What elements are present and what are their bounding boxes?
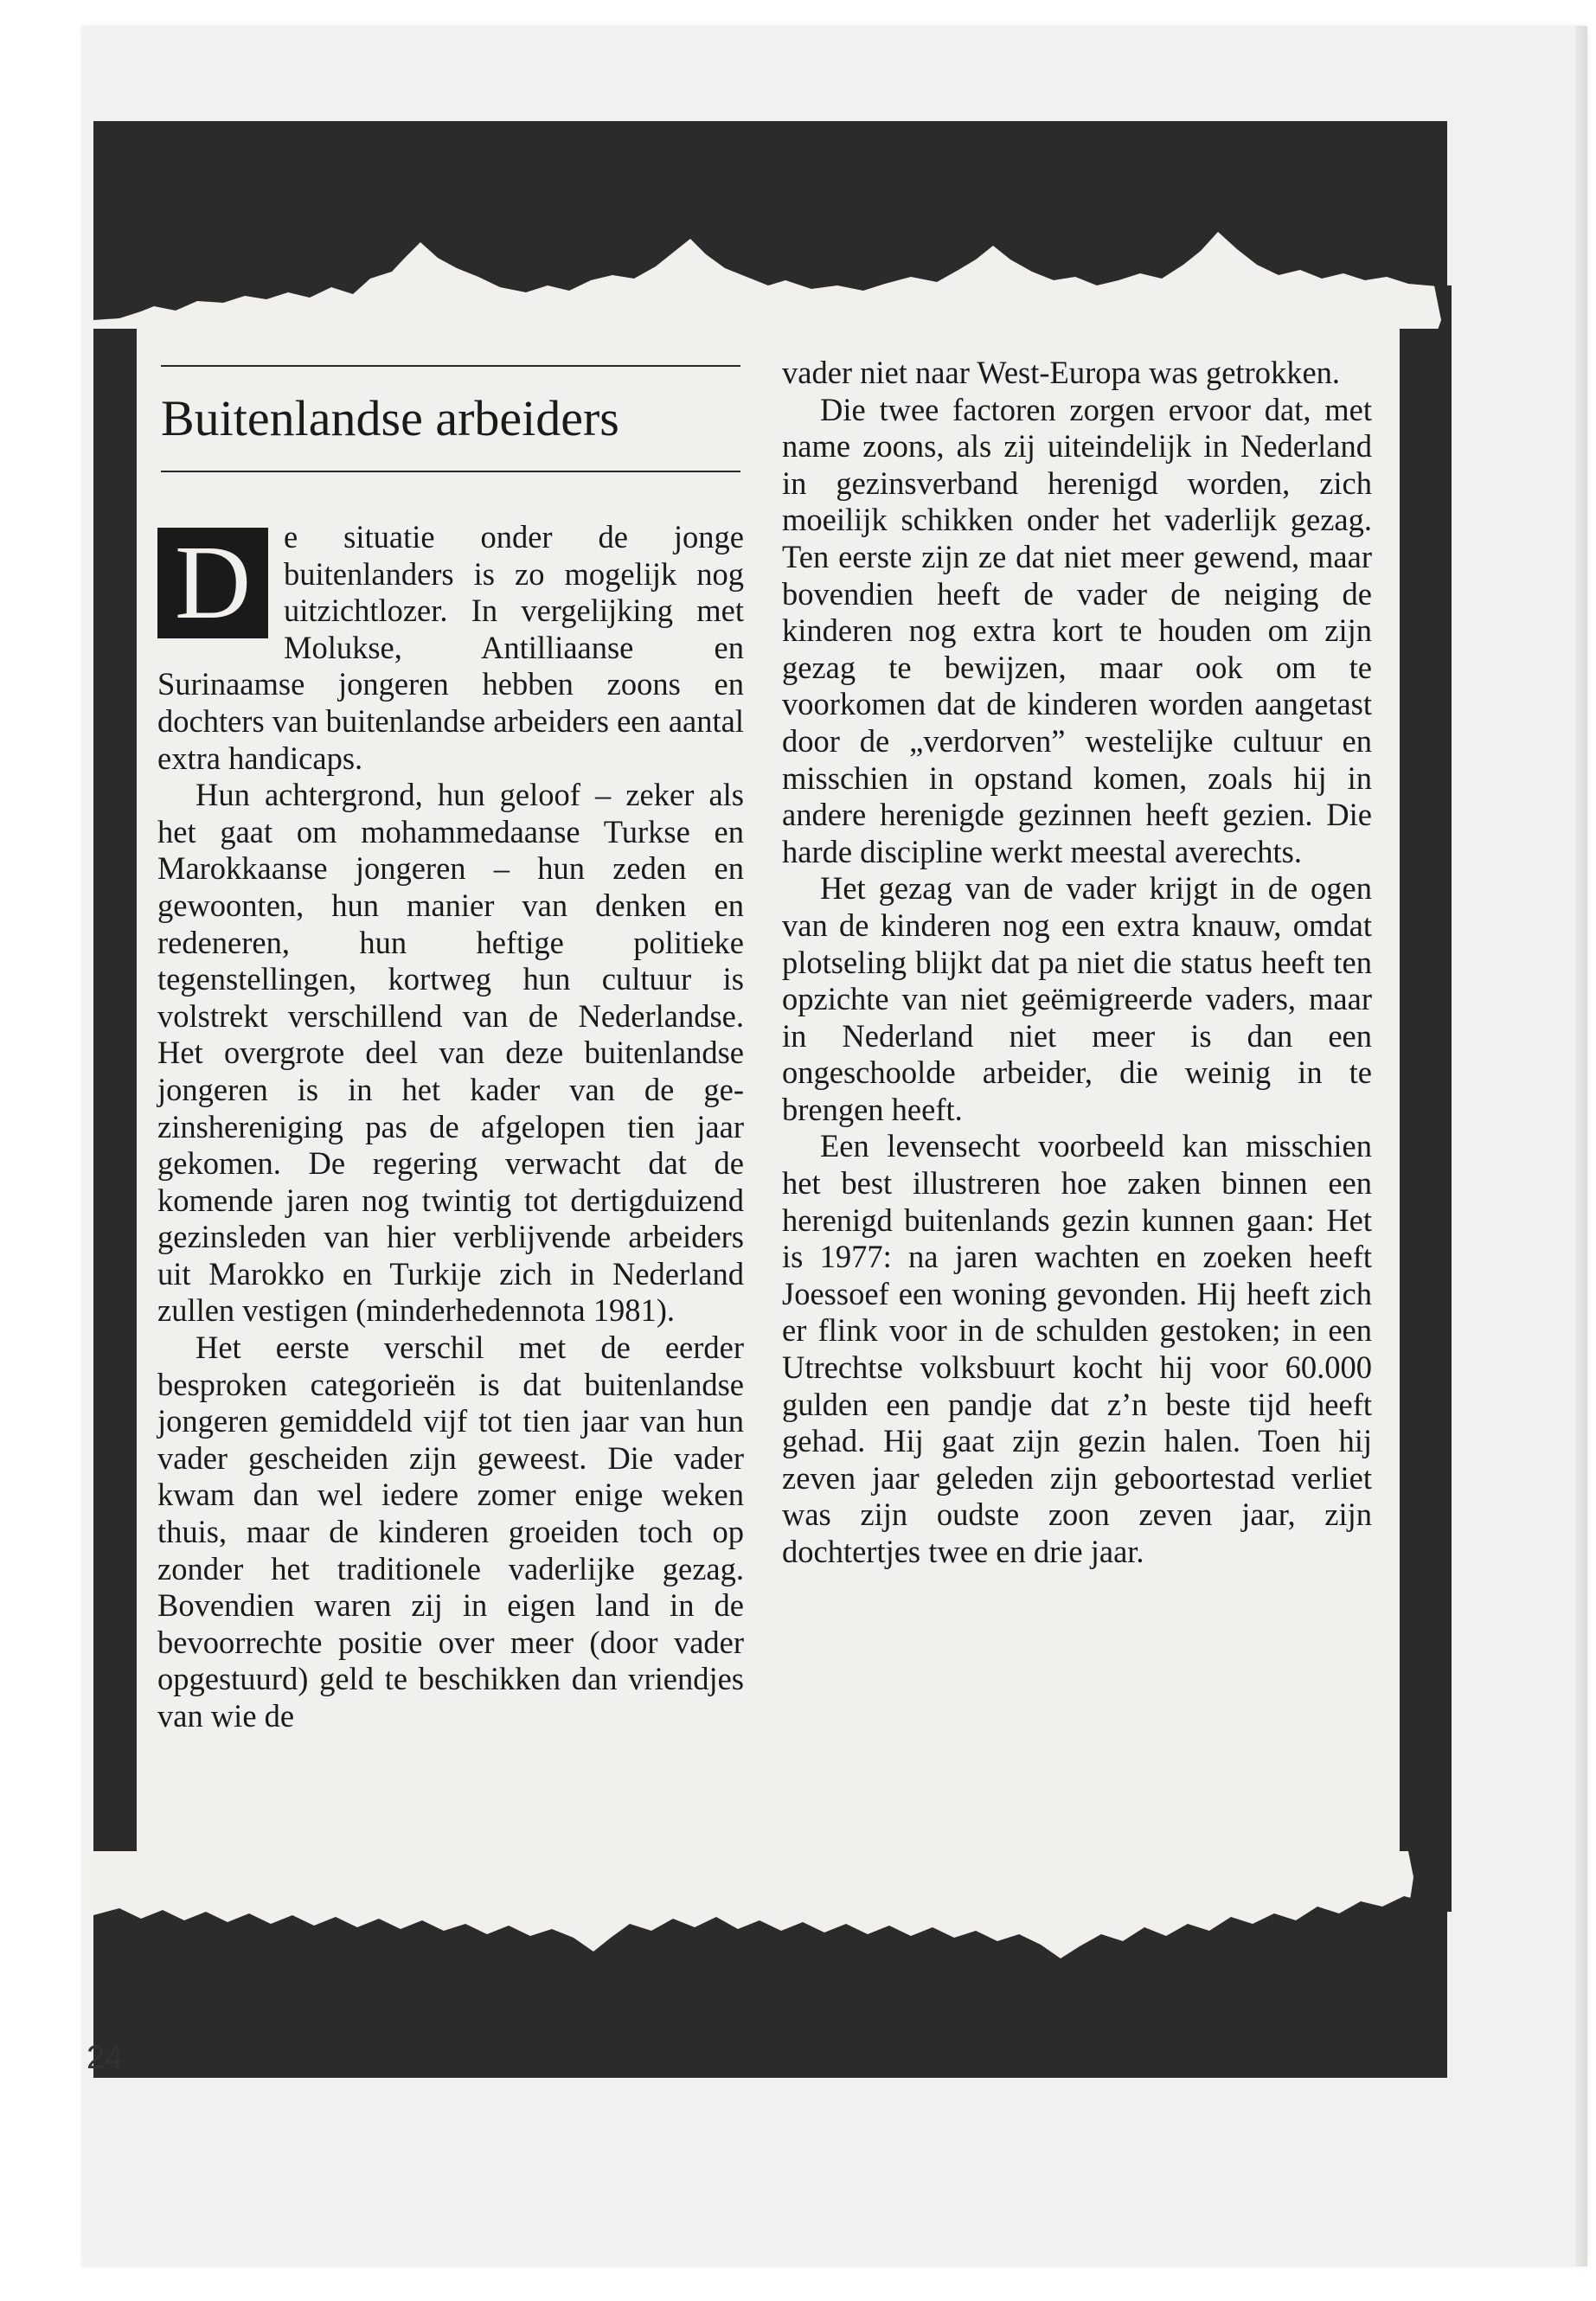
title-rule-top: [161, 365, 740, 367]
torn-right-edge-shape: [1403, 285, 1452, 1912]
torn-top-edge: [93, 216, 1447, 329]
article-title: Buitenlandse arbeiders: [161, 390, 619, 446]
paragraph: Het gezag van de vader krijgt in de ogen van de kinderen nog een extra knauw, omdat plotseling blijkt dat pa niet die status heeft ten opzichte van niet geëmigreerde vaders, maar in Nederland niet meer is dan een ongeschoolde arbeider, die weinig in te brengen heeft.: [782, 870, 1372, 1127]
paragraph: vader niet naar West-Europa was getrokken.: [782, 355, 1341, 390]
torn-bottom-edge: [93, 1851, 1447, 1981]
torn-right-edge: [1374, 285, 1452, 1912]
paragraph-intro: [157, 519, 744, 777]
drop-cap: D: [157, 528, 268, 638]
paragraph: Hun achtergrond, hun geloof – zeker als het gaat om mohammedaanse Turkse en Marokkaanse jongeren – hun zeden en gewoonten, hun manier van denken en redeneren, hun heftige politieke tegenstellingen, kortweg hun cultuur is volstrekt verschillend van de Nederlandse. Het overgrote deel van deze buitenlandse jongeren is in het kader van de gezinshereniging pas de afgelopen tien jaar gekomen. De regering verwacht dat de komende jaren nog twintig tot dertigduizend gezinsleden van hier verblijvende arbeiders uit Marokko en Turkije zich in Nederland zullen vestigen (minderhedennota 1981).: [157, 777, 744, 1329]
paragraph-intro-text: e situatie onder de jonge buitenlanders is zo mogelijk nog uitzichtlozer. In vergelijking met Molukse, Antilliaanse en Surinaamse jongeren hebben zoons en dochters van buitenlandse arbeiders een aantal extra handicaps.: [157, 519, 744, 776]
paragraph: Een levensecht voorbeeld kan misschien het best illustreren hoe zaken binnen een herenigd buitenlands gezin kunnen gaan: Het is 1977: na jaren wachten en zoeken heeft Joessoef een woning gevonden. Hij heeft zich er flink voor in de schulden gestoken; in een Utrechtse volksbuurt kocht hij voor 60.000 gulden een pandje dat z’n beste tijd heeft gehad. Hij gaat zijn gezin halen. Toen hij zeven jaar geleden zijn geboortestad verliet was zijn oudste zoon zeven jaar, zijn dochtertjes twee en drie jaar.: [782, 1128, 1372, 1569]
left-column: [157, 519, 744, 1735]
torn-bottom-edge-shape: [93, 1851, 1447, 1958]
paragraph: Het eerste verschil met de eerder besproken categorieën is dat buitenlandse jongeren gemiddeld vijf tot tien jaar van hun vader gescheiden zijn geweest. Die vader kwam dan wel iedere zomer enige weken thuis, maar de kinderen groeiden toch op zonder het traditionele vaderlijke gezag. Bovendien waren zij in eigen land in de bevoorrechte positie over meer (door vader opgestuurd) geld te beschikken dan vriendjes van wie de: [157, 1330, 744, 1734]
title-rule-bottom: [161, 471, 740, 472]
page-edge: [1575, 26, 1587, 2266]
page-number: 24: [87, 2040, 124, 2076]
right-column: [782, 355, 1372, 1571]
torn-top-edge-shape: [93, 232, 1447, 329]
paragraph: Die twee factoren zorgen ervoor dat, met name zoons, als zij uiteindelijk in Nederland in gezinsverband herenigd worden, zich moeilijk schikken onder het vaderlijk gezag. Ten eerste zijn ze dat niet meer gewend, maar bovendien heeft de vader de neiging de kinderen nog extra kort te houden om zijn gezag te bewijzen, maar ook om te voorkomen dat de kinderen worden aangetast door de „verdorven” westelijke cultuur en misschien in opstand komen, zoals hij in andere herenigde gezinnen heeft gezien. Die harde discipline werkt meestal averechts.: [782, 391, 1372, 869]
